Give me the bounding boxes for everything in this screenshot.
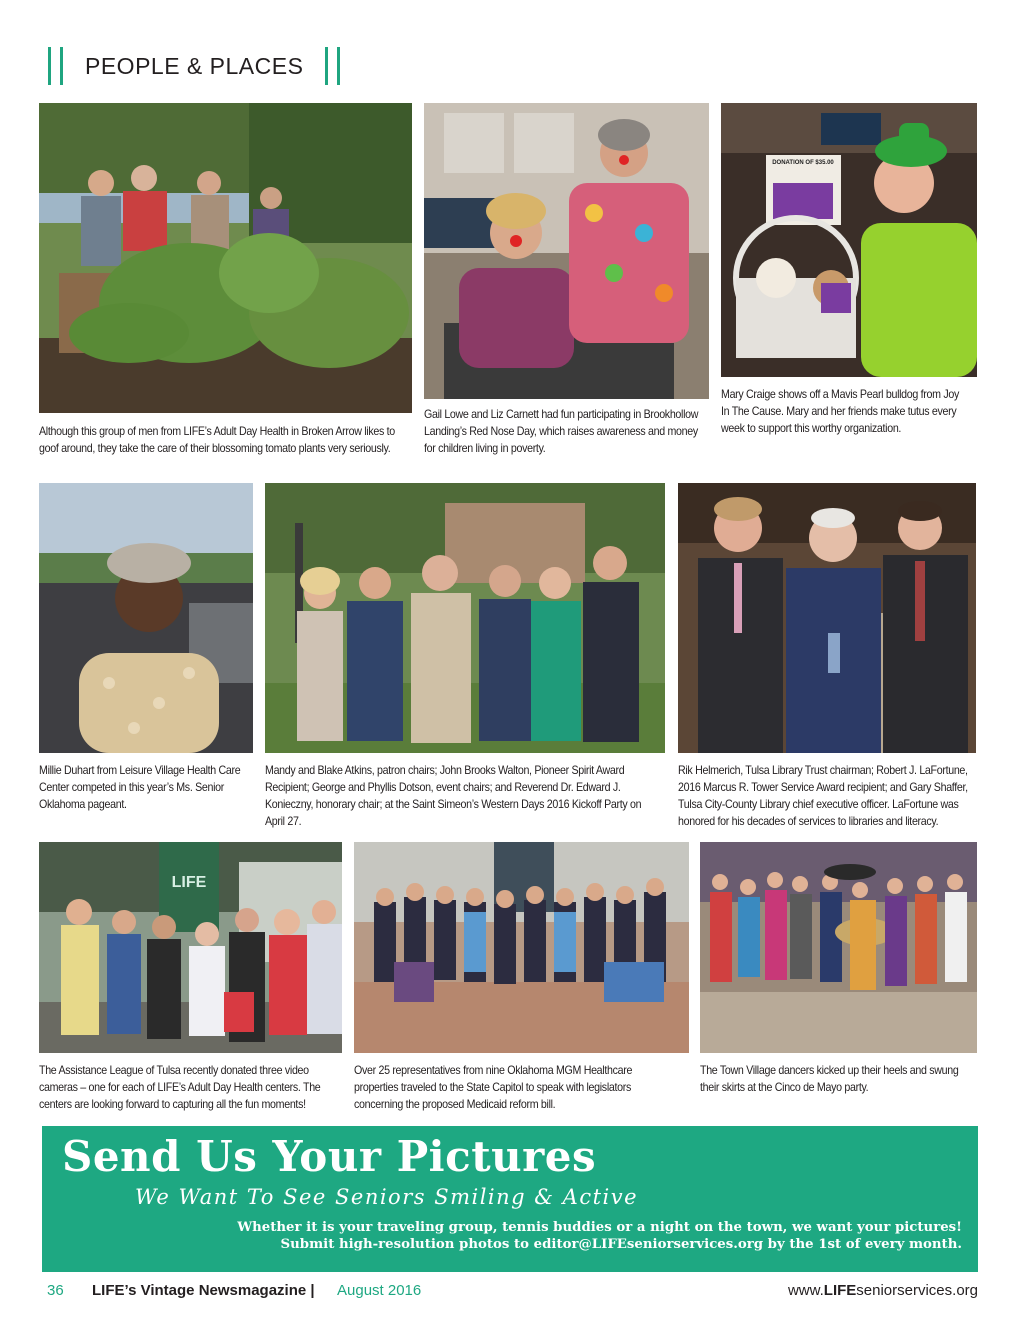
caption-red-nose-day: Gail Lowe and Liz Carnett had fun participating in Brookhollow Landing’s Red Nose Day, which raises awareness and money for children living in poverty. [424,408,699,455]
url-suffix: seniorservices.org [856,1282,978,1299]
photo-western-days-kickoff [265,483,665,753]
banner-line-1: Whether it is your traveling group, tennis buddies or a night on the town, we want your pictures! [237,1220,962,1235]
photo-tomato-garden [39,103,412,413]
caption-library-trust-award: Rik Helmerich, Tulsa Library Trust chairman; Robert J. LaFortune, 2016 Marcus R. Tower Service Award recipient; and Gary Shaffer, Tulsa City-County Library chief executive officer. LaFortune was honored for his decades of services to libraries and literacy. [678,764,968,828]
section-title: PEOPLE & PLACES [85,52,304,79]
left-divider-bars [48,47,63,85]
caption-bulldog-basket: Mary Craige shows off a Mavis Pearl bulldog from Joy In The Cause. Mary and her friends make tutus every week to support this worthy organization. [721,388,959,435]
banner-line-2: Submit high-resolution photos to editor@LIFEseniorservices.org by the 1st of every month. [280,1237,962,1252]
photo-assistance-league [39,842,342,1053]
photo-red-nose-day [424,103,709,399]
photo-bulldog-basket [721,103,977,377]
life-sign-text: LIFE [171,874,207,891]
donation-sign-text: DONATION OF $35.00 [772,160,834,166]
photo-cinco-de-mayo [700,842,977,1053]
banner-subtitle: We Want To See Seniors Smiling & Active [135,1185,639,1209]
banner-title: Send Us Your Pictures [62,1132,597,1181]
section-header [48,46,340,86]
caption-state-capitol-mgm: Over 25 representatives from nine Oklahoma MGM Healthcare properties traveled to the State Capitol to speak with legislators concerning the proposed Medicaid reform bill. [354,1064,633,1111]
caption-assistance-league: The Assistance League of Tulsa recently donated three video cameras – one for each of LIFE’s Adult Day Health centers. The centers are looking forward to capturing all the fun moments! [39,1064,321,1111]
website-url[interactable] [788,1282,978,1302]
page-number: 36 [47,1282,64,1299]
caption-ms-senior-pageant: Millie Duhart from Leisure Village Health Care Center competed in this year’s Ms. Senior Oklahoma pageant. [39,764,241,811]
caption-tomato-garden: Although this group of men from LIFE’s Adult Day Health in Broken Arrow likes to goof around, they take the care of their blossoming tomato plants very seriously. [39,425,395,455]
right-divider-bars [325,47,340,85]
magazine-name: LIFE’s Vintage Newsmagazine | [92,1282,315,1299]
url-prefix: www. [787,1282,824,1299]
caption-western-days-kickoff: Mandy and Blake Atkins, patron chairs; John Brooks Walton, Pioneer Spirit Award Recipient; George and Phyllis Dotson, event chairs; and Reverend Dr. Edward J. Konieczny, honorary chair; at the Saint Simeon’s Western Days 2016 Kickoff Party on April 27. [265,764,642,828]
issue-date: August 2016 [337,1282,422,1299]
send-pictures-banner [42,1126,978,1272]
photo-ms-senior-pageant [39,483,253,753]
url-bold: LIFE [823,1282,857,1299]
caption-cinco-de-mayo: The Town Village dancers kicked up their heels and swung their skirts at the Cinco de Mayo party. [700,1064,959,1094]
photo-library-trust-award [678,483,976,753]
photo-state-capitol-mgm [354,842,689,1053]
